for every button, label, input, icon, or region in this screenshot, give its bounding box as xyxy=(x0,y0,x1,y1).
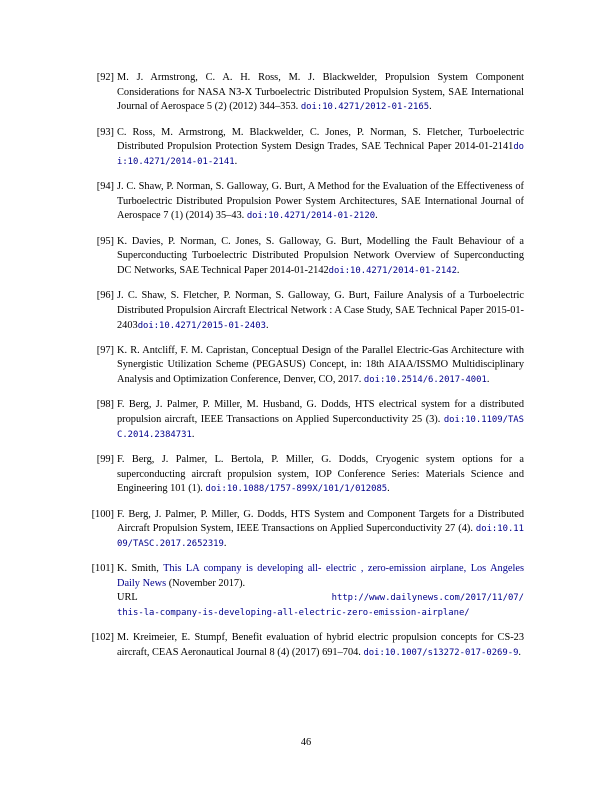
reference-item xyxy=(90,398,524,442)
reference-author: K. Smith, xyxy=(117,563,164,575)
page-number: 46 xyxy=(300,737,312,748)
reference-item xyxy=(90,126,524,170)
doi-link[interactable]: doi:10.2514/6.2017-4001 xyxy=(363,375,487,386)
doi-link[interactable]: doi:10.4271/2014-01-2142 xyxy=(328,265,457,276)
reference-punct: . xyxy=(223,537,227,549)
reference-punct: . xyxy=(375,210,378,222)
reference-punct: . xyxy=(429,101,432,113)
reference-number: [101] xyxy=(91,563,114,575)
doi-link[interactable]: doi:10.4271/2015-01-2403 xyxy=(137,320,266,331)
reference-number: [96] xyxy=(96,290,114,302)
reference-text: J. C. Shaw, S. Fletcher, P. Norman, S. Galloway, G. Burt, Failure Analysis of a Turboelectric Distributed Propulsion Aircraft Electrical Network : A Case Study, SAE Technical Paper 2015-01-2403 xyxy=(117,290,524,331)
reference-text: M. Kreimeier, E. Stumpf, Benefit evaluation of hybrid electric propulsion concepts for CS-23 aircraft, CEAS Aeronautical Journal 8 (4) (2017) 691–704. xyxy=(117,632,524,658)
reference-punct: . xyxy=(486,374,490,386)
reference-text: K. R. Antcliff, F. M. Capristan, Conceptual Design of the Parallel Electric-Gas Architecture with Synergistic Utilization Scheme (PEGASUS) Concept, in: 18th AIAA/ISSMO Multidisciplinary Analysis and Optimization Conference, Denver, CO, 2017. xyxy=(117,344,524,386)
reference-punct: . xyxy=(456,264,460,276)
reference-number: [98] xyxy=(96,399,114,411)
reference-item xyxy=(90,562,524,620)
reference-punct: . xyxy=(191,428,195,440)
reference-text: F. Berg, J. Palmer, P. Miller, M. Husband, G. Dodds, HTS electrical system for a distributed propulsion aircraft, IEEE Transactions on Applied Superconductivity 25 (3). xyxy=(117,399,524,426)
reference-item xyxy=(90,508,524,552)
reference-text: F. Berg, J. Palmer, L. Bertola, P. Miller, G. Dodds, Cryogenic system options for a superconducting aircraft propulsion system, IOP Conference Series: Materials Science and Engineering 101 (1). xyxy=(117,454,524,495)
reference-item xyxy=(90,453,524,497)
url-link-part-2[interactable]: this-la-company-is-developing-all-electric-zero-emission-airplane/ xyxy=(117,607,470,618)
reference-item xyxy=(90,235,524,279)
reference-number: [99] xyxy=(96,454,114,466)
doi-link[interactable]: doi:10.1007/s13272-017-0269-9 xyxy=(363,647,519,658)
reference-item xyxy=(90,289,524,333)
reference-number: [94] xyxy=(96,181,114,193)
doi-link[interactable]: doi:10.4271/2014-01-2141 xyxy=(117,142,524,167)
reference-punct: . xyxy=(234,155,238,167)
reference-number: [95] xyxy=(96,235,114,247)
url-link-part-1[interactable]: http://www.dailynews.com/2017/11/07/ xyxy=(331,593,524,604)
url-label: URL xyxy=(117,592,138,604)
doi-link[interactable]: doi:10.1109/TASC.2014.2384731 xyxy=(117,415,524,440)
doi-link[interactable]: doi:10.4271/2012-01-2165 xyxy=(300,102,430,113)
doi-link[interactable]: doi:10.4271/2014-01-2120 xyxy=(246,211,376,222)
reference-text: C. Ross, M. Armstrong, M. Blackwelder, C. Jones, P. Norman, S. Fletcher, Turboelectric Distributed Propulsion Protection System Design Trades, SAE Technical Paper 2014-01-2141 xyxy=(117,126,524,153)
reference-item xyxy=(90,180,524,224)
reference-number: [97] xyxy=(96,344,114,356)
doi-link[interactable]: doi:10.1109/TASC.2017.2652319 xyxy=(117,524,524,549)
reference-punct: . xyxy=(387,483,390,495)
reference-item xyxy=(90,631,524,660)
reference-text: M. J. Armstrong, C. A. H. Ross, M. J. Blackwelder, Propulsion System Component Considerations for NASA N3-X Turboelectric Distributed Propulsion System, SAE International Journal of Aerospace 5 (2) (2012) 344–353. xyxy=(117,72,524,113)
reference-number: [102] xyxy=(91,632,114,644)
reference-text: K. Davies, P. Norman, C. Jones, S. Galloway, G. Burt, Modelling the Fault Behaviour of a Superconducting Turboelectric Distributed Propulsion Network Overview of Superconducting DC Networks, SAE Technical Paper 2014-01-2142 xyxy=(117,235,524,276)
doi-link[interactable]: doi:10.1088/1757-899X/101/1/012085 xyxy=(205,484,388,495)
reference-number: [100] xyxy=(91,508,114,520)
reference-date: (November 2017). xyxy=(166,577,246,589)
url-line xyxy=(117,591,524,606)
reference-punct: . xyxy=(265,319,269,331)
reference-punct: . xyxy=(518,646,522,658)
reference-number: [93] xyxy=(96,126,114,138)
reference-number: [92] xyxy=(96,72,114,83)
reference-item xyxy=(90,71,524,115)
article-title-link[interactable]: This LA company is developing all- electric , zero-emission airplane, Los Angeles Daily News xyxy=(117,563,524,589)
reference-list xyxy=(90,71,524,671)
reference-text: F. Berg, J. Palmer, P. Miller, G. Dodds, HTS System and Component Targets for a Distributed Aircraft Propulsion System, IEEE Transactions on Applied Superconductivity 27 (4). xyxy=(117,508,524,535)
reference-item xyxy=(90,344,524,388)
reference-text: J. C. Shaw, P. Norman, S. Galloway, G. Burt, A Method for the Evaluation of the Effectiveness of Turboelectric Distributed Propulsion Power System Architectures, SAE International Journal of Aerospace 7 (1) (2014) 35–43. xyxy=(117,181,524,222)
